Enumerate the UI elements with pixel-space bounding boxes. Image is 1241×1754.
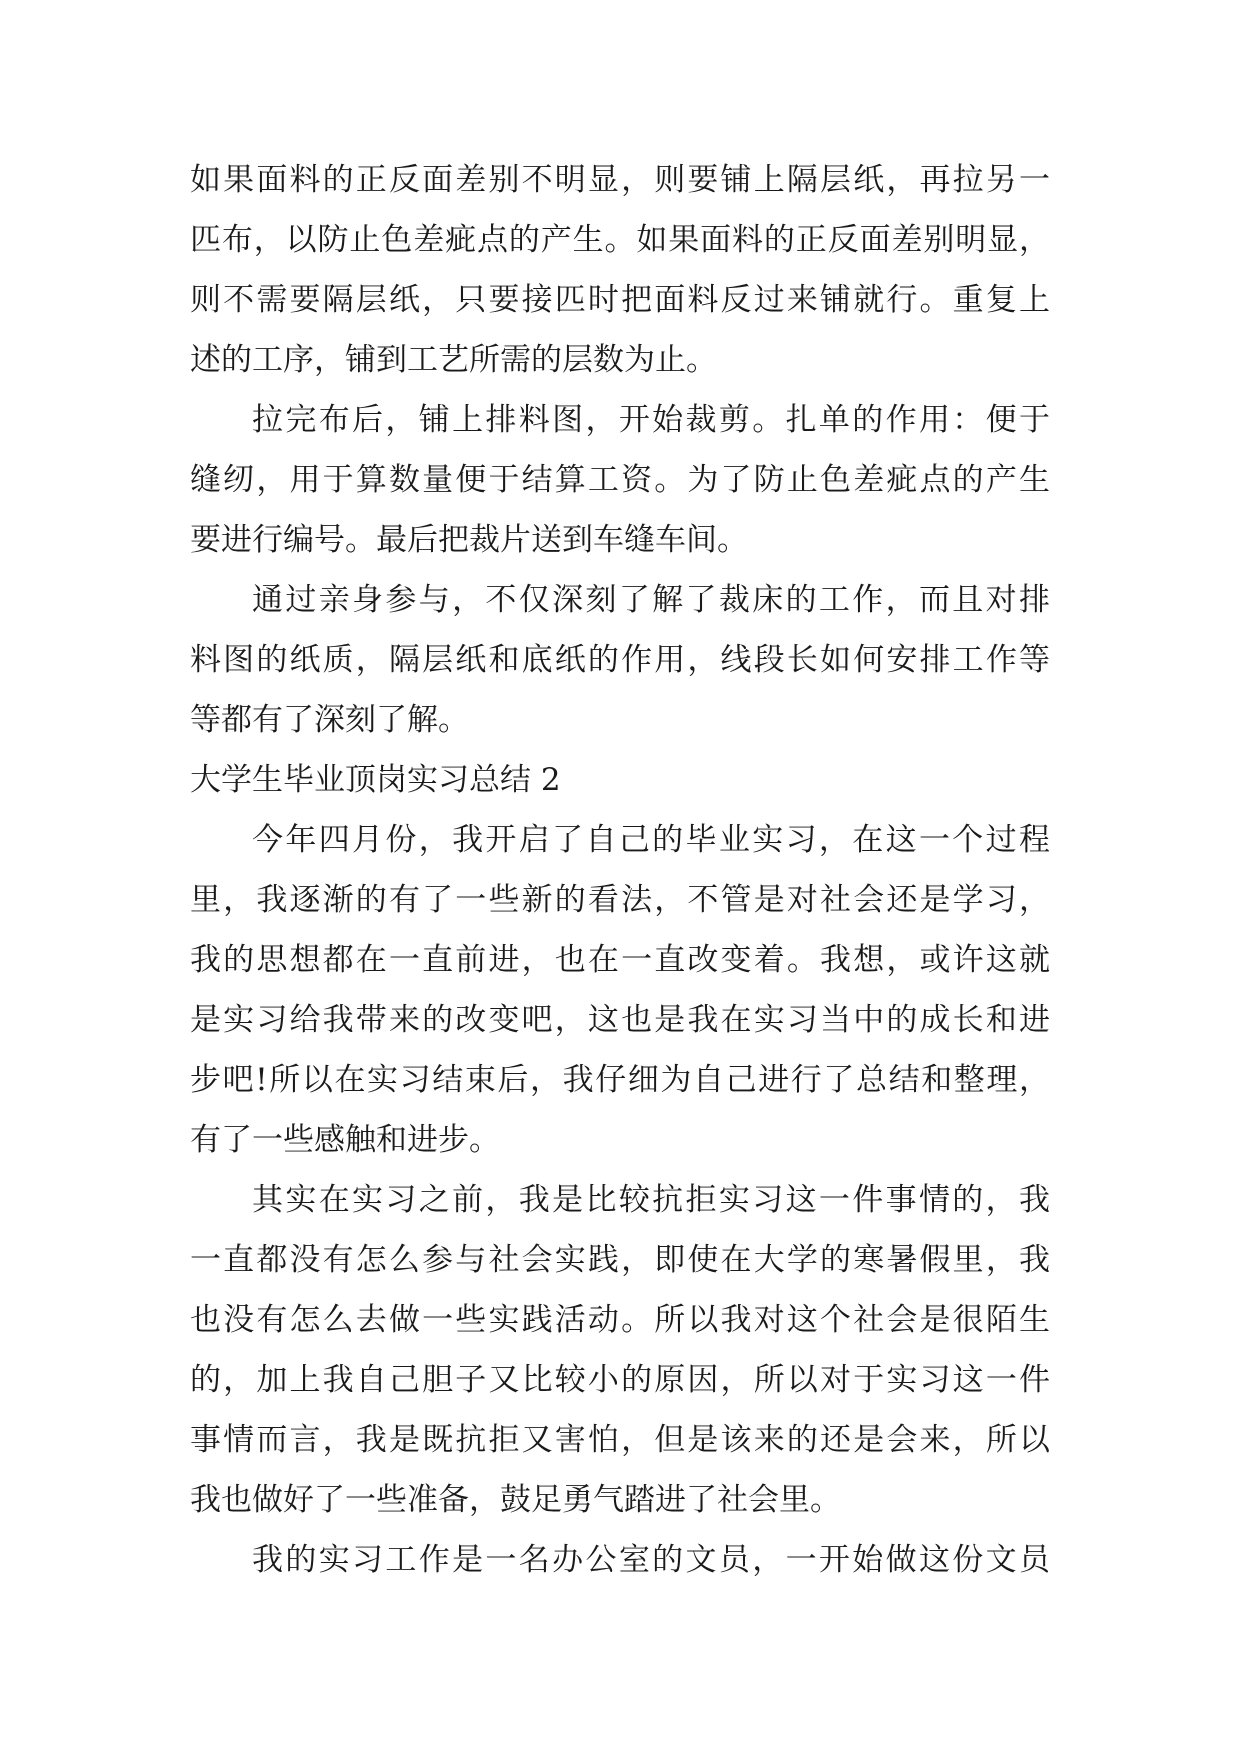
text-line: 今年四月份，我开启了自己的毕业实习，在这一个过程 [252,822,1050,858]
text-line: 里，我逐渐的有了一些新的看法，不管是对社会还是学习， [190,882,1050,918]
paragraph-cutting [190,390,1050,570]
text-line: 通过亲身参与，不仅深刻了解了裁床的工作，而且对排 [252,582,1050,618]
text-line: 述的工序，铺到工艺所需的层数为止。 [190,342,717,378]
text-line: 的，加上我自己胆子又比较小的原因，所以对于实习这一件 [190,1362,1050,1398]
text-line: 是实习给我带来的改变吧，这也是我在实习当中的成长和进 [190,1002,1050,1038]
paragraph-internship-start [190,810,1050,1170]
paragraph-clerk-work [190,1530,1050,1590]
text-line: 我的实习工作是一名办公室的文员，一开始做这份文员 [252,1542,1050,1578]
paragraph-participation [190,570,1050,750]
text-line: 则不需要隔层纸，只要接匹时把面料反过来铺就行。重复上 [190,282,1050,318]
paragraph-before-internship [190,1170,1050,1530]
document-body [190,150,1050,1590]
text-line: 匹布，以防止色差疵点的产生。如果面料的正反面差别明显， [190,222,1050,258]
section-heading: 大学生毕业顶岗实习总结 2 [190,762,561,798]
text-line: 要进行编号。最后把裁片送到车缝车间。 [190,522,748,558]
text-line: 缝纫，用于算数量便于结算工资。为了防止色差疵点的产生 [190,462,1050,498]
text-line: 拉完布后，铺上排料图，开始裁剪。扎单的作用：便于 [252,402,1050,438]
text-line: 也没有怎么去做一些实践活动。所以我对这个社会是很陌生 [190,1302,1050,1338]
text-line: 等都有了深刻了解。 [190,702,469,738]
text-line: 我也做好了一些准备，鼓足勇气踏进了社会里。 [190,1482,841,1518]
paragraph-fabric-spreading [190,150,1050,390]
text-line: 事情而言，我是既抗拒又害怕，但是该来的还是会来，所以 [190,1422,1050,1458]
text-line: 步吧!所以在实习结束后，我仔细为自己进行了总结和整理， [190,1062,1050,1098]
text-line: 料图的纸质，隔层纸和底纸的作用，线段长如何安排工作等 [190,642,1050,678]
text-line: 我的思想都在一直前进，也在一直改变着。我想，或许这就 [190,942,1050,978]
text-line: 一直都没有怎么参与社会实践，即使在大学的寒暑假里，我 [190,1242,1050,1278]
text-line: 有了一些感触和进步。 [190,1122,500,1158]
text-line: 如果面料的正反面差别不明显，则要铺上隔层纸，再拉另一 [190,162,1050,198]
text-line: 其实在实习之前，我是比较抗拒实习这一件事情的，我 [252,1182,1050,1218]
